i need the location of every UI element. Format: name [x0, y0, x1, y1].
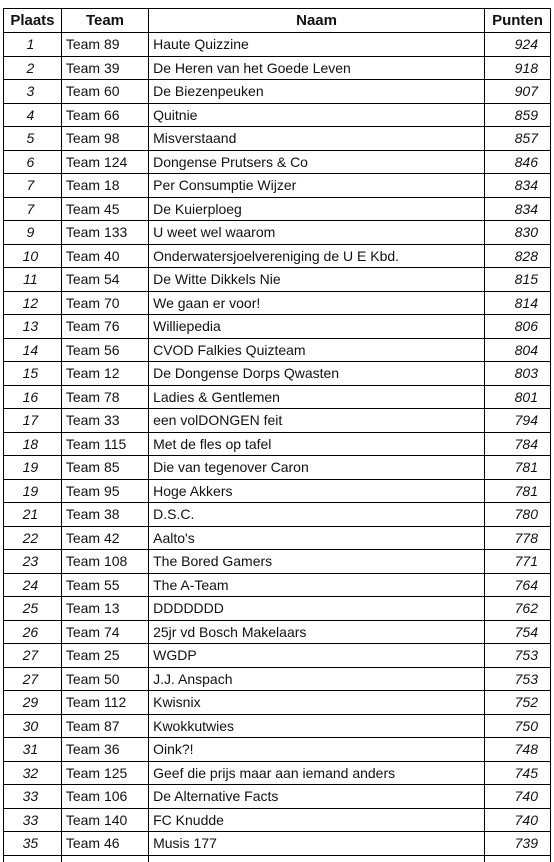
team-cell: Team 46 — [61, 832, 148, 856]
empty-cell — [4, 855, 62, 862]
rank-cell: 4 — [4, 103, 62, 127]
team-cell: Team 39 — [61, 56, 148, 80]
results-body — [4, 33, 551, 862]
points-cell: 830 — [485, 221, 551, 245]
team-cell: Team 74 — [61, 620, 148, 644]
team-cell: Team 36 — [61, 738, 148, 762]
rank-cell: 16 — [4, 385, 62, 409]
table-row — [4, 479, 551, 503]
points-cell: 750 — [485, 714, 551, 738]
name-cell: De Alternative Facts — [149, 785, 485, 809]
rank-cell: 26 — [4, 620, 62, 644]
team-cell: Team 54 — [61, 268, 148, 292]
points-cell: 828 — [485, 244, 551, 268]
team-cell: Team 89 — [61, 33, 148, 57]
rank-cell: 29 — [4, 691, 62, 715]
team-cell: Team 18 — [61, 174, 148, 198]
name-cell: The A-Team — [149, 573, 485, 597]
table-row — [4, 456, 551, 480]
rank-cell: 15 — [4, 362, 62, 386]
name-cell: D.S.C. — [149, 503, 485, 527]
name-cell: Dongense Prutsers & Co — [149, 150, 485, 174]
header-rank: Plaats — [4, 9, 62, 33]
name-cell: WGDP — [149, 644, 485, 668]
points-cell: 739 — [485, 832, 551, 856]
rank-cell: 12 — [4, 291, 62, 315]
table-row — [4, 832, 551, 856]
name-cell: We gaan er voor! — [149, 291, 485, 315]
table-row — [4, 667, 551, 691]
rank-cell: 6 — [4, 150, 62, 174]
team-cell: Team 76 — [61, 315, 148, 339]
points-cell: 859 — [485, 103, 551, 127]
name-cell: J.J. Anspach — [149, 667, 485, 691]
team-cell: Team 55 — [61, 573, 148, 597]
rank-cell: 17 — [4, 409, 62, 433]
rank-cell: 23 — [4, 550, 62, 574]
table-row — [4, 761, 551, 785]
name-cell: Ladies & Gentlemen — [149, 385, 485, 409]
points-cell: 924 — [485, 33, 551, 57]
table-row — [4, 80, 551, 104]
points-cell: 907 — [485, 80, 551, 104]
points-cell: 918 — [485, 56, 551, 80]
team-cell: Team 124 — [61, 150, 148, 174]
empty-cell — [149, 855, 485, 862]
rank-cell: 30 — [4, 714, 62, 738]
team-cell: Team 78 — [61, 385, 148, 409]
table-row — [4, 503, 551, 527]
points-cell: 764 — [485, 573, 551, 597]
name-cell: De Dongense Dorps Qwasten — [149, 362, 485, 386]
rank-cell: 27 — [4, 667, 62, 691]
table-row — [4, 691, 551, 715]
name-cell: Williepedia — [149, 315, 485, 339]
name-cell: De Kuierploeg — [149, 197, 485, 221]
rank-cell: 3 — [4, 80, 62, 104]
rank-cell: 14 — [4, 338, 62, 362]
header-name: Naam — [149, 9, 485, 33]
name-cell: 25jr vd Bosch Makelaars — [149, 620, 485, 644]
rank-cell: 10 — [4, 244, 62, 268]
team-cell: Team 70 — [61, 291, 148, 315]
points-cell: 740 — [485, 785, 551, 809]
points-cell: 781 — [485, 456, 551, 480]
points-cell: 814 — [485, 291, 551, 315]
points-cell: 846 — [485, 150, 551, 174]
rank-cell: 5 — [4, 127, 62, 151]
name-cell: De Witte Dikkels Nie — [149, 268, 485, 292]
table-row — [4, 174, 551, 198]
rank-cell: 13 — [4, 315, 62, 339]
table-row — [4, 338, 551, 362]
results-table — [3, 8, 551, 862]
points-cell: 780 — [485, 503, 551, 527]
points-cell: 815 — [485, 268, 551, 292]
rank-cell: 24 — [4, 573, 62, 597]
table-row — [4, 221, 551, 245]
header-row — [4, 9, 551, 33]
rank-cell: 11 — [4, 268, 62, 292]
table-row — [4, 33, 551, 57]
table-row — [4, 127, 551, 151]
name-cell: Geef die prijs maar aan iemand anders — [149, 761, 485, 785]
table-row — [4, 738, 551, 762]
table-row — [4, 268, 551, 292]
rank-cell: 18 — [4, 432, 62, 456]
rank-cell: 7 — [4, 197, 62, 221]
name-cell: Misverstaand — [149, 127, 485, 151]
points-cell: 857 — [485, 127, 551, 151]
name-cell: Quitnie — [149, 103, 485, 127]
table-row — [4, 620, 551, 644]
rank-cell: 22 — [4, 526, 62, 550]
team-cell: Team 98 — [61, 127, 148, 151]
rank-cell: 1 — [4, 33, 62, 57]
table-row — [4, 526, 551, 550]
name-cell: Aalto's — [149, 526, 485, 550]
points-cell: 740 — [485, 808, 551, 832]
rank-cell: 9 — [4, 221, 62, 245]
team-cell: Team 66 — [61, 103, 148, 127]
name-cell: The Bored Gamers — [149, 550, 485, 574]
empty-cell — [485, 855, 551, 862]
table-row — [4, 315, 551, 339]
table-row — [4, 197, 551, 221]
team-cell: Team 133 — [61, 221, 148, 245]
team-cell: Team 95 — [61, 479, 148, 503]
points-cell: 745 — [485, 761, 551, 785]
points-cell: 801 — [485, 385, 551, 409]
name-cell: FC Knudde — [149, 808, 485, 832]
points-cell: 752 — [485, 691, 551, 715]
rank-cell: 21 — [4, 503, 62, 527]
name-cell: Oink?! — [149, 738, 485, 762]
table-row — [4, 362, 551, 386]
points-cell: 781 — [485, 479, 551, 503]
team-cell: Team 12 — [61, 362, 148, 386]
table-row — [4, 714, 551, 738]
points-cell: 753 — [485, 644, 551, 668]
table-row — [4, 150, 551, 174]
rank-cell: 25 — [4, 597, 62, 621]
table-row — [4, 103, 551, 127]
table-row — [4, 597, 551, 621]
name-cell: DDDDDDD — [149, 597, 485, 621]
rank-cell: 31 — [4, 738, 62, 762]
table-row — [4, 244, 551, 268]
points-cell: 748 — [485, 738, 551, 762]
team-cell: Team 56 — [61, 338, 148, 362]
rank-cell: 35 — [4, 832, 62, 856]
team-cell: Team 13 — [61, 597, 148, 621]
name-cell: CVOD Falkies Quizteam — [149, 338, 485, 362]
points-cell: 803 — [485, 362, 551, 386]
points-cell: 794 — [485, 409, 551, 433]
points-cell: 762 — [485, 597, 551, 621]
team-cell: Team 45 — [61, 197, 148, 221]
team-cell: Team 33 — [61, 409, 148, 433]
name-cell: Per Consumptie Wijzer — [149, 174, 485, 198]
points-cell: 834 — [485, 174, 551, 198]
rank-cell: 19 — [4, 456, 62, 480]
points-cell: 784 — [485, 432, 551, 456]
team-cell: Team 38 — [61, 503, 148, 527]
name-cell: De Heren van het Goede Leven — [149, 56, 485, 80]
table-row — [4, 573, 551, 597]
table-row — [4, 785, 551, 809]
team-cell: Team 87 — [61, 714, 148, 738]
table-row — [4, 644, 551, 668]
name-cell: Onderwatersjoelvereniging de U E Kbd. — [149, 244, 485, 268]
name-cell: U weet wel waarom — [149, 221, 485, 245]
header-team: Team — [61, 9, 148, 33]
name-cell: Haute Quizzine — [149, 33, 485, 57]
name-cell: Kwokkutwies — [149, 714, 485, 738]
rank-cell: 33 — [4, 785, 62, 809]
table-row — [4, 432, 551, 456]
team-cell: Team 50 — [61, 667, 148, 691]
rank-cell: 32 — [4, 761, 62, 785]
team-cell: Team 25 — [61, 644, 148, 668]
name-cell: Hoge Akkers — [149, 479, 485, 503]
table-row — [4, 550, 551, 574]
table-row — [4, 56, 551, 80]
name-cell: De Biezenpeuken — [149, 80, 485, 104]
team-cell: Team 112 — [61, 691, 148, 715]
name-cell: Met de fles op tafel — [149, 432, 485, 456]
team-cell: Team 42 — [61, 526, 148, 550]
team-cell: Team 108 — [61, 550, 148, 574]
team-cell: Team 115 — [61, 432, 148, 456]
table-row-cutoff — [4, 855, 551, 862]
rank-cell: 19 — [4, 479, 62, 503]
team-cell: Team 106 — [61, 785, 148, 809]
header-points: Punten — [485, 9, 551, 33]
team-cell: Team 40 — [61, 244, 148, 268]
points-cell: 804 — [485, 338, 551, 362]
points-cell: 778 — [485, 526, 551, 550]
results-sheet — [3, 8, 551, 862]
name-cell: Musis 177 — [149, 832, 485, 856]
team-cell: Team 125 — [61, 761, 148, 785]
rank-cell: 33 — [4, 808, 62, 832]
team-cell: Team 60 — [61, 80, 148, 104]
name-cell: Kwisnix — [149, 691, 485, 715]
points-cell: 806 — [485, 315, 551, 339]
points-cell: 771 — [485, 550, 551, 574]
name-cell: een volDONGEN feit — [149, 409, 485, 433]
rank-cell: 7 — [4, 174, 62, 198]
table-row — [4, 409, 551, 433]
rank-cell: 2 — [4, 56, 62, 80]
points-cell: 754 — [485, 620, 551, 644]
points-cell: 834 — [485, 197, 551, 221]
points-cell: 753 — [485, 667, 551, 691]
rank-cell: 27 — [4, 644, 62, 668]
empty-cell — [61, 855, 148, 862]
table-row — [4, 385, 551, 409]
name-cell: Die van tegenover Caron — [149, 456, 485, 480]
table-row — [4, 808, 551, 832]
table-row — [4, 291, 551, 315]
team-cell: Team 140 — [61, 808, 148, 832]
team-cell: Team 85 — [61, 456, 148, 480]
